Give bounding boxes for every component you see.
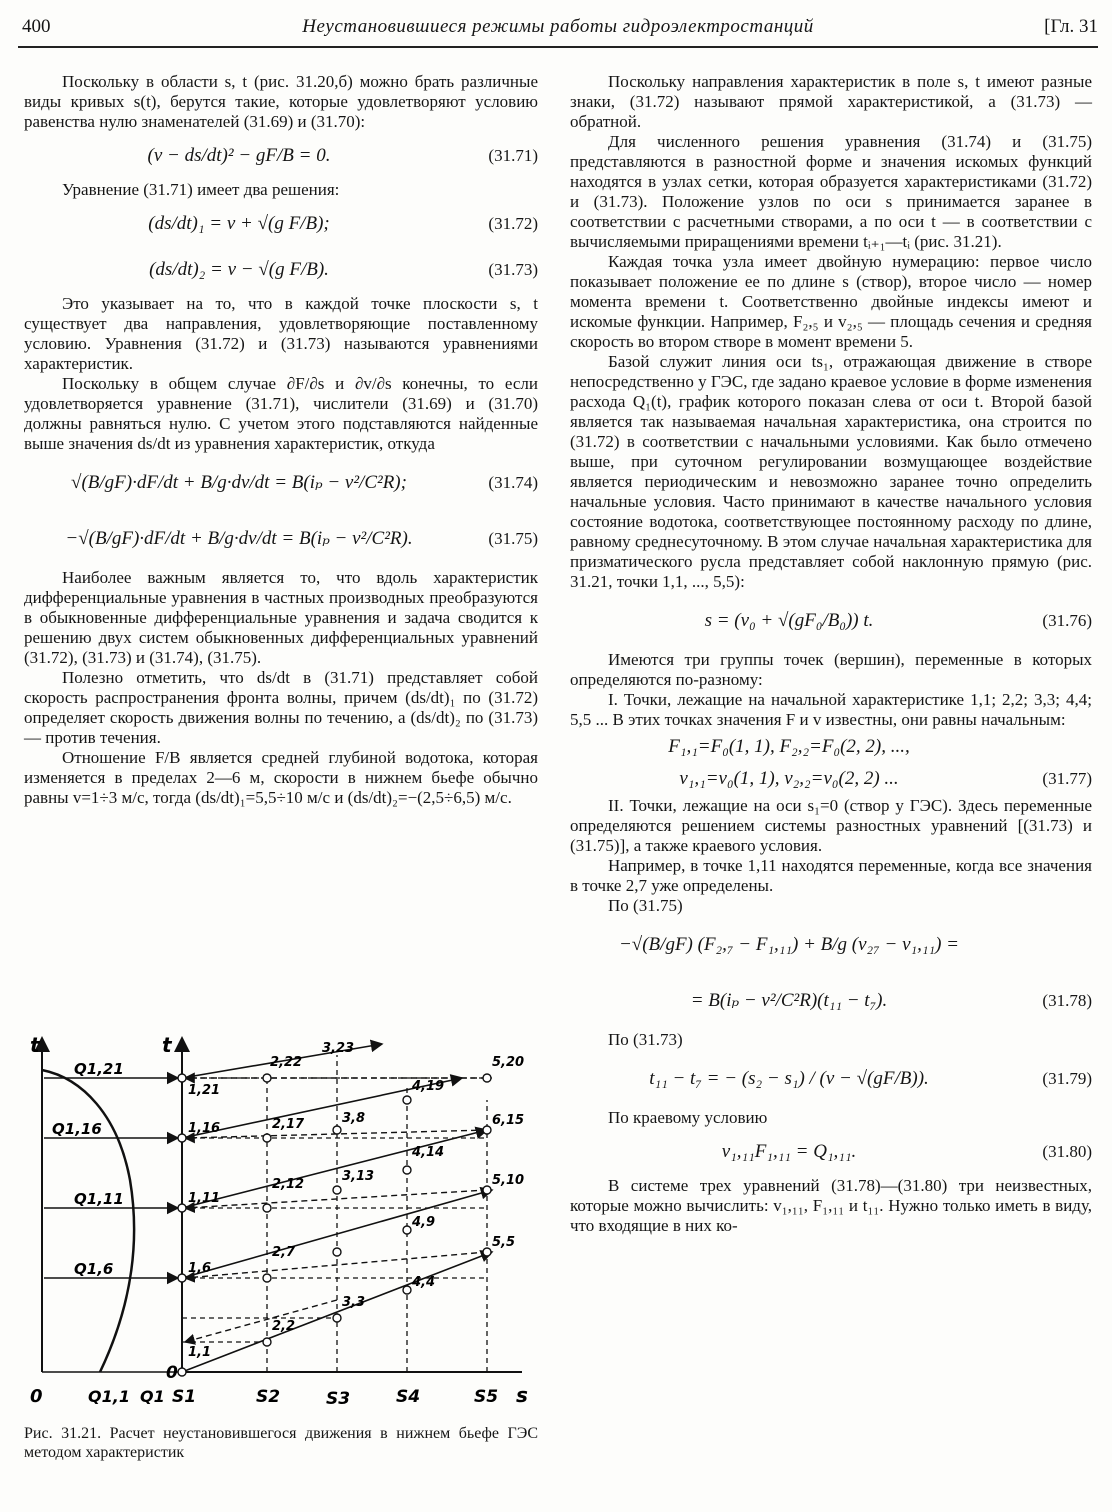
equation-number: (31.79) <box>1042 1069 1092 1088</box>
q-label: Q1,16 <box>52 1120 102 1138</box>
formula: v₁,₁=v₀(1, 1), v₂,₂=v₀(2, 2) ... <box>679 768 899 789</box>
paragraph: Поскольку в области s, t (рис. 31.20,б) можно брать различные виды кривых s(t), берутся такие, которые удовлетворяют условию равенства нулю знаменателей (31.69) и (31.70): <box>24 72 538 131</box>
axis-label-t: t <box>30 1033 40 1057</box>
paragraph: Поскольку в общем случае ∂F/∂s и ∂v/∂s конечны, то если удовлетворяется уравнение (31.71), числители (31.69) и (31.70) должны равняться нулю. С учетом этого подставляются найденные выше значения ds/dt из уравнения характеристик, откуда <box>24 374 538 453</box>
paragraph: Уравнение (31.71) имеет два решения: <box>62 180 340 199</box>
node-labels <box>188 1041 524 1360</box>
q-label: Q1,1 <box>88 1387 130 1406</box>
left-column <box>24 72 538 808</box>
node-label: 3,3 <box>342 1295 366 1310</box>
formula: −√(B/gF)·dF/dt + B/g·dv/dt = B(iₚ − v²/C²R). <box>65 528 413 549</box>
paragraph: Полезно отметить, что ds/dt в (31.71) представляет собой скорость распространения фронта волны, причем (ds/dt)₁ по (31.72) определяет скорость движения волны по течению, а (ds/dt)₂ по (31.73) — против течения. <box>24 668 538 747</box>
chapter-marker: [Гл. 31 <box>1044 16 1098 37</box>
q-label: Q1,21 <box>74 1060 124 1078</box>
formula: (ds/dt)₂ = v − √(g F/B). <box>149 259 329 280</box>
equation-31-76 <box>570 594 1092 648</box>
node-label: 4,14 <box>412 1145 445 1160</box>
equation-number: (31.77) <box>1042 769 1092 788</box>
node-label: 1,1 <box>188 1345 212 1360</box>
equation-number: (31.71) <box>488 146 538 165</box>
node-label: 5,20 <box>492 1055 525 1070</box>
node-label: 6,15 <box>492 1113 525 1128</box>
equation-31-71 <box>24 134 538 178</box>
section-label: S3 <box>326 1389 351 1409</box>
equation-31-78b <box>570 974 1092 1028</box>
node-label: 2,12 <box>272 1177 305 1192</box>
equation-31-74 <box>24 456 538 510</box>
node-label: 5,5 <box>492 1235 516 1250</box>
formula: √(B/gF)·dF/dt + B/g·dv/dt = B(iₚ − v²/C²R); <box>71 472 407 493</box>
q-label: Q1 <box>140 1387 165 1406</box>
discharge-curve <box>42 1070 134 1372</box>
equation-31-75 <box>24 512 538 566</box>
paragraph: II. Точки, лежащие на оси s₁=0 (створ у ГЭС). Здесь переменные определяются решением системы разностных уравнений [(31.73) и (31.75)], а также краевого условия. <box>570 796 1092 855</box>
section-label: S5 <box>474 1387 499 1407</box>
section-label: S2 <box>256 1387 281 1407</box>
equation-number: (31.74) <box>488 473 538 492</box>
node-label: 2,2 <box>272 1319 296 1334</box>
node-label: 1,6 <box>188 1261 212 1276</box>
node-label: 2,7 <box>272 1245 296 1260</box>
paragraph: Имеются три группы точек (вершин), переменные в которых определяются по-разному: <box>570 650 1092 689</box>
equation-31-72 <box>24 202 538 246</box>
right-column <box>570 72 1092 1236</box>
paragraph: Базой служит линия оси ts₁, отражающая движение в створе непосредственно у ГЭС, где задано краевое условие в форме изменения расхода Q₁(t), график которого показан слева от оси t. Второй базой является так называемая начальная характеристика, она строится по (31.72) в соответствии с начальными условиями. Как было отмечено выше, при суточном регулировании возмущающее воздействие является периодическим и невозможно заранее точно определить начальные условия. Часто принимают в качестве начального условия состояние водотока, соответствующее постоянному расходу по длине, равному среднесуточному. В этом случае начальная характеристика для призматического русла представляет собой наклонную прямую (рис. 31.21, точки 1,1, ..., 5,5): <box>570 352 1092 591</box>
formula: t₁₁ − t₇ = − (s₂ − s₁) / (v − √(gF/B)). <box>649 1068 929 1089</box>
node-label: 3,23 <box>322 1041 355 1056</box>
equation-31-77b <box>570 764 1092 794</box>
node-label: 5,10 <box>492 1173 525 1188</box>
equation-number: (31.78) <box>1042 991 1092 1010</box>
axis-label-s: s <box>516 1383 528 1407</box>
paragraph: Отношение F/B является средней глубиной водотока, которая изменяется в пределах 2—6 м, скорости в нижнем бьефе обычно равны v=1÷3 м/с, тогда (ds/dt)₁=5,5÷10 м/с и (ds/dt)₂=−(2,5÷6,5) м/с. <box>24 748 538 807</box>
formula: (ds/dt)₁ = v + √(g F/B); <box>148 213 330 234</box>
equation-number: (31.80) <box>1042 1142 1092 1161</box>
equation-31-80 <box>570 1130 1092 1174</box>
characteristics-grid-diagram <box>22 1030 532 1410</box>
node-label: 1,16 <box>188 1121 221 1136</box>
paragraph: Это указывает на то, что в каждой точке плоскости s, t существует два направления, удовлетворяющие поставленному условию. Уравнения (31.72) и (31.73) называются уравнениями характеристик. <box>24 294 538 373</box>
figure-caption: Рис. 31.21. Расчет неустановившегося движения в нижнем бьефе ГЭС методом характеристик <box>24 1425 538 1461</box>
node-label: 3,13 <box>342 1169 375 1184</box>
node-label: 1,21 <box>188 1083 221 1098</box>
page-number: 400 <box>22 16 51 37</box>
paragraph: По (31.73) <box>608 1030 683 1049</box>
figure-31-21 <box>22 1030 532 1410</box>
formula: −√(B/gF) (F₂,₇ − F₁,₁₁) + B/g (v₂₇ − v₁,₁₁) = <box>618 934 959 955</box>
backward-characteristics <box>185 1078 487 1342</box>
formula: = B(iₚ − v²/C²R)(t₁₁ − t₇). <box>690 990 888 1011</box>
grid-nodes <box>178 1074 491 1376</box>
equation-31-79 <box>570 1052 1092 1106</box>
paragraph: В системе трех уравнений (31.78)—(31.80) три неизвестных, которые можно вычислить: v₁,₁₁, F₁,₁₁ и t₁₁. Нужно только иметь в виду, что входящие в них ко- <box>570 1176 1092 1235</box>
section-label: S4 <box>396 1387 421 1407</box>
formula: F₁,₁=F₀(1, 1), F₂,₂=F₀(2, 2), ..., <box>668 736 910 757</box>
paragraph: Для численного решения уравнения (31.74) и (31.75) представляются в разностной форме и значения искомых функций находятся в узлах сетки, которая образуется характеристиками (31.72) и (31.73). Положение узлов по оси s принимается заранее в соответствии с расчетными створами, а по оси t — в соответствии с вычисляемыми приращениями времени tᵢ₊₁—tᵢ (рис. 31.21). <box>570 132 1092 251</box>
node-label: 4,19 <box>412 1079 445 1094</box>
node-label: 3,8 <box>342 1111 366 1126</box>
section-label: S1 <box>172 1387 197 1407</box>
equation-number: (31.73) <box>488 260 538 279</box>
origin-label: 0 <box>30 1386 43 1407</box>
paragraph: I. Точки, лежащие на начальной характеристике 1,1; 2,2; 3,3; 4,4; 5,5 ... В этих точках значения F и v известны, они равны начальным: <box>570 690 1092 729</box>
paragraph: Поскольку направления характеристик в поле s, t имеют разные знаки, (31.72) называют прямой характеристикой, а (31.73) — обратной. <box>570 72 1092 131</box>
formula: s = (v₀ + √(gF₀/B₀)) t. <box>704 610 874 631</box>
equation-31-78a <box>570 918 1092 972</box>
paragraph: Каждая точка узла имеет двойную нумерацию: первое число показывает положение ее по длине s (створ), второе число — номер момента времени t. Соответственно двойные индексы имеют и искомые функции. Например, F₂,₅ и v₂,₅ — площадь сечения и средняя скорость во втором створе в момент времени 5. <box>570 252 1092 351</box>
paragraph: Например, в точке 1,11 находятся переменные, когда все значения в точке 2,7 уже определены. <box>570 856 1092 895</box>
q-label: Q1,11 <box>74 1190 124 1208</box>
formula: (v − ds/dt)² − gF/B = 0. <box>147 145 331 166</box>
equation-number: (31.75) <box>488 529 538 548</box>
page-header <box>18 16 1098 48</box>
q-label: Q1,6 <box>74 1260 114 1278</box>
origin-label: 0 <box>166 1363 178 1383</box>
node-label: 4,4 <box>412 1275 436 1290</box>
node-label: 1,11 <box>188 1191 221 1206</box>
axis-label-t: t <box>162 1033 172 1057</box>
paragraph: По краевому условию <box>608 1108 768 1127</box>
paragraph: Наиболее важным является то, что вдоль характеристик дифференциальные уравнения в частных производных преобразуются в обыкновенные дифференциальные уравнения и задача сводится к решению двух систем обыкновенных дифференциальных уравнений (31.72), (31.73) и (31.74), (31.75). <box>24 568 538 667</box>
equation-number: (31.76) <box>1042 611 1092 630</box>
node-label: 2,17 <box>272 1117 305 1132</box>
running-title: Неустановившиеся режимы работы гидроэлектростанций <box>302 16 814 37</box>
formula: v₁,₁₁F₁,₁₁ = Q₁,₁₁. <box>721 1141 857 1162</box>
equation-number: (31.72) <box>488 214 538 233</box>
section-lines <box>267 1055 487 1372</box>
paragraph: По (31.75) <box>608 896 683 915</box>
equation-31-77a <box>570 732 1092 762</box>
equation-31-73 <box>24 248 538 292</box>
node-label: 2,22 <box>270 1055 303 1070</box>
node-label: 4,9 <box>412 1215 436 1230</box>
